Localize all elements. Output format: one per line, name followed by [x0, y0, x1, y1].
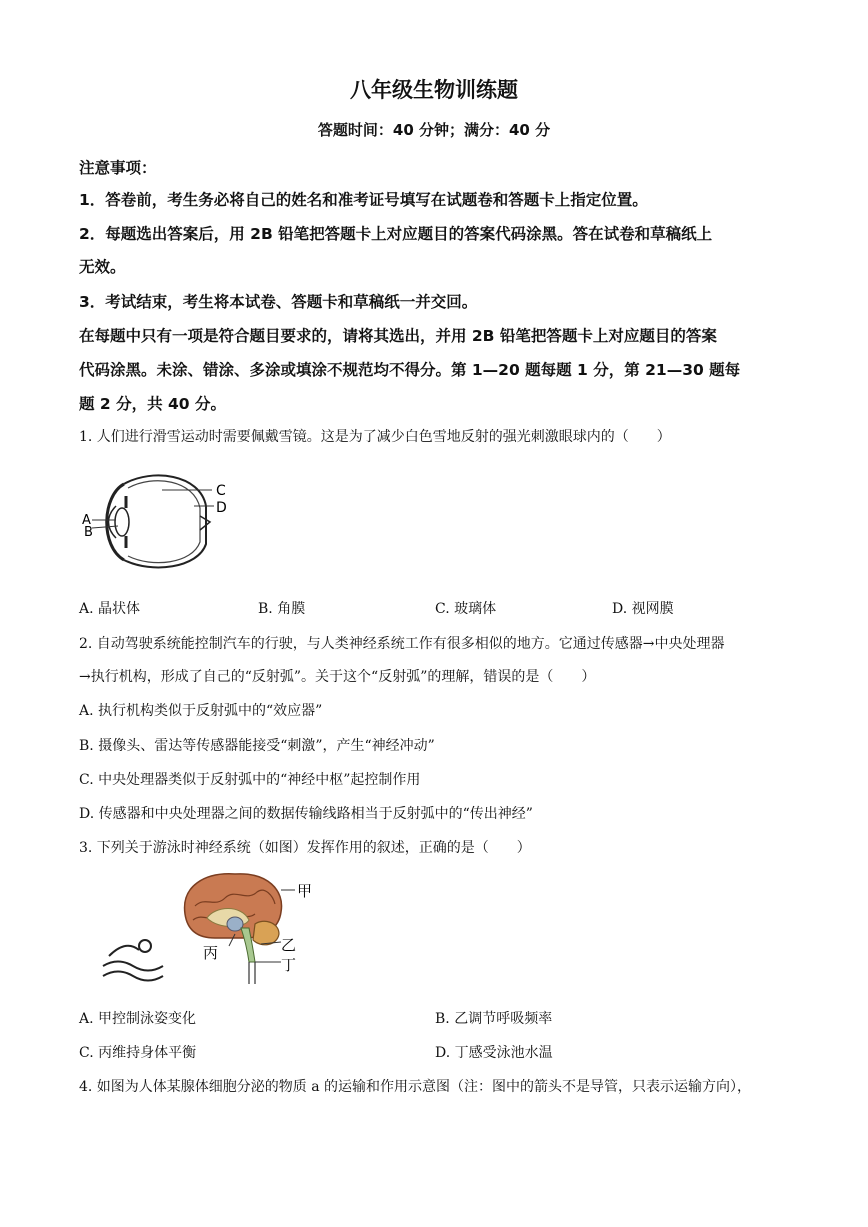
- page-subtitle: 答题时间：40 分钟；满分：40 分: [317, 121, 551, 139]
- swimmer-icon: [103, 940, 163, 981]
- q2-option-a[interactable]: A. 执行机构类似于反射弧中的“效应器”: [79, 703, 323, 719]
- q2-option-b[interactable]: B. 摄像头、雷达等传感器能接受“刺激”，产生“神经冲动”: [79, 738, 435, 754]
- q3-option-d[interactable]: D. 丁感受泳池水温: [435, 1045, 553, 1061]
- q1-option-b[interactable]: B. 角膜: [258, 601, 306, 617]
- q3-option-c[interactable]: C. 丙维持身体平衡: [79, 1045, 197, 1061]
- eye-label-c: C: [216, 483, 226, 499]
- eye-label-a: A: [82, 513, 91, 528]
- question-1-stem: 1. 人们进行滑雪运动时需要佩戴雪镜。这是为了减少白色雪地反射的强光刺激眼球内的（ ）: [79, 429, 671, 445]
- eye-label-d: D: [216, 500, 227, 516]
- note-item: 无效。: [79, 258, 126, 276]
- question-2-stem: 2. 自动驾驶系统能控制汽车的行驶，与人类神经系统工作有很多相似的地方。它通过传感器→中央处理器: [79, 636, 725, 652]
- brain-diagram: [95, 866, 325, 986]
- q1-option-d[interactable]: D. 视网膜: [612, 601, 674, 617]
- note-item: 3．考试结束，考生将本试卷、答题卡和草稿纸一并交回。: [79, 293, 478, 311]
- q1-option-a[interactable]: A. 晶状体: [79, 601, 141, 617]
- note-item: 1．答卷前，考生务必将自己的姓名和准考证号填写在试题卷和答题卡上指定位置。: [79, 191, 648, 209]
- notes-heading: 注意事项：: [79, 159, 157, 177]
- note-item: 2．每题选出答案后，用 2B 铅笔把答题卡上对应题目的答案代码涂黑。答在试卷和草稿纸上: [79, 225, 713, 243]
- eye-label-b: B: [84, 525, 93, 540]
- q2-option-d[interactable]: D. 传感器和中央处理器之间的数据传输线路相当于反射弧中的“传出神经”: [79, 806, 533, 822]
- question-2-stem: →执行机构，形成了自己的“反射弧”。关于这个“反射弧”的理解，错误的是（ ）: [79, 669, 596, 685]
- brain-label-ding: 丁: [281, 956, 297, 974]
- question-3-stem: 3. 下列关于游泳时神经系统（如图）发挥作用的叙述，正确的是（ ）: [79, 840, 531, 856]
- instruction-line: 题 2 分，共 40 分。: [79, 395, 226, 413]
- brain-label-bing: 丙: [203, 944, 219, 962]
- q3-option-b[interactable]: B. 乙调节呼吸频率: [435, 1011, 553, 1027]
- page-title: 八年级生物训练题: [350, 78, 518, 102]
- instruction-line: 代码涂黑。未涂、错涂、多涂或填涂不规范均不得分。第 1—20 题每题 1 分，第 21—30 题每: [79, 361, 741, 379]
- instruction-line: 在每题中只有一项是符合题目要求的，请将其选出，并用 2B 铅笔把答题卡上对应题目的答案: [79, 327, 717, 345]
- brain-label-yi: 乙: [281, 936, 297, 954]
- q3-option-a[interactable]: A. 甲控制泳姿变化: [79, 1011, 197, 1027]
- question-4-stem: 4. 如图为人体某腺体细胞分泌的物质 a 的运输和作用示意图（注：图中的箭头不是导管，只表示运输方向），: [79, 1079, 752, 1095]
- q2-option-c[interactable]: C. 中央处理器类似于反射弧中的“神经中枢”起控制作用: [79, 772, 421, 788]
- eye-diagram: [82, 466, 242, 576]
- brain-label-jia: 甲: [297, 882, 313, 900]
- q1-option-c[interactable]: C. 玻璃体: [435, 601, 497, 617]
